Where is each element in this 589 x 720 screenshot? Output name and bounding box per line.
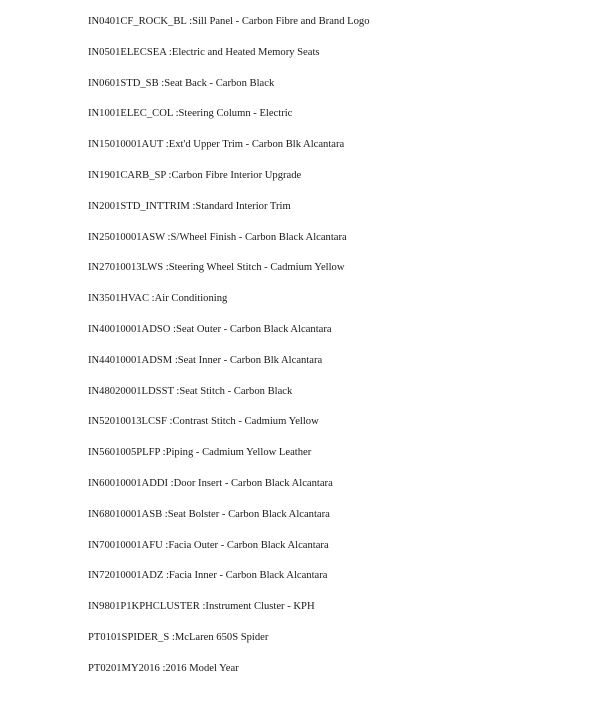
option-line-model-year: PT0201MY2016 :2016 Model Year — [88, 662, 239, 674]
option-line-sill-panel: IN0401CF_ROCK_BL :Sill Panel - Carbon Fibre and Brand Logo — [88, 16, 370, 27]
option-code-list — [88, 13, 370, 691]
option-line-contrast-stitch: IN52010013LCSF :Contrast Stitch - Cadmium Yellow — [88, 416, 319, 428]
option-line-wheel-stitch: IN27010013LWS :Steering Wheel Stitch - Cadmium Yellow — [88, 262, 345, 274]
option-line-seat-bolster: IN68010001ASB :Seat Bolster - Carbon Black Alcantara — [88, 508, 330, 520]
option-line-seat-outer: IN40010001ADSO :Seat Outer - Carbon Black Alcantara — [88, 323, 332, 335]
option-line-wheel-finish: IN25010001ASW :S/Wheel Finish - Carbon Black Alcantara — [88, 231, 347, 243]
option-line-standard-interior-trim: IN2001STD_INTTRIM :Standard Interior Trim — [88, 200, 291, 212]
option-line-facia-inner: IN72010001ADZ :Facia Inner - Carbon Black Alcantara — [88, 570, 328, 582]
option-line-upper-trim: IN15010001AUT :Ext'd Upper Trim - Carbon Blk Alcantara — [88, 139, 345, 151]
option-line-seat-inner: IN44010001ADSM :Seat Inner - Carbon Blk Alcantara — [88, 354, 323, 366]
option-line-door-insert: IN60010001ADDI :Door Insert - Carbon Black Alcantara — [88, 477, 333, 489]
option-line-carbon-interior-upgrade: IN1901CARB_SP :Carbon Fibre Interior Upgrade — [88, 169, 302, 181]
option-line-instrument-cluster: IN9801P1KPHCLUSTER :Instrument Cluster - KPH — [88, 601, 315, 613]
option-line-model: PT0101SPIDER_S :McLaren 650S Spider — [88, 631, 269, 643]
option-line-air-conditioning: IN3501HVAC :Air Conditioning — [88, 293, 228, 305]
option-line-facia-outer: IN70010001AFU :Facia Outer - Carbon Black Alcantara — [88, 539, 329, 551]
option-line-steering-column: IN1001ELEC_COL :Steering Column - Electric — [88, 108, 293, 120]
option-line-piping: IN5601005PLFP :Piping - Cadmium Yellow Leather — [88, 447, 312, 459]
option-line-seat-stitch: IN48020001LDSST :Seat Stitch - Carbon Black — [88, 385, 293, 397]
option-line-memory-seats: IN0501ELECSEA :Electric and Heated Memory Seats — [88, 46, 320, 58]
option-line-seat-back: IN0601STD_SB :Seat Back - Carbon Black — [88, 77, 275, 89]
